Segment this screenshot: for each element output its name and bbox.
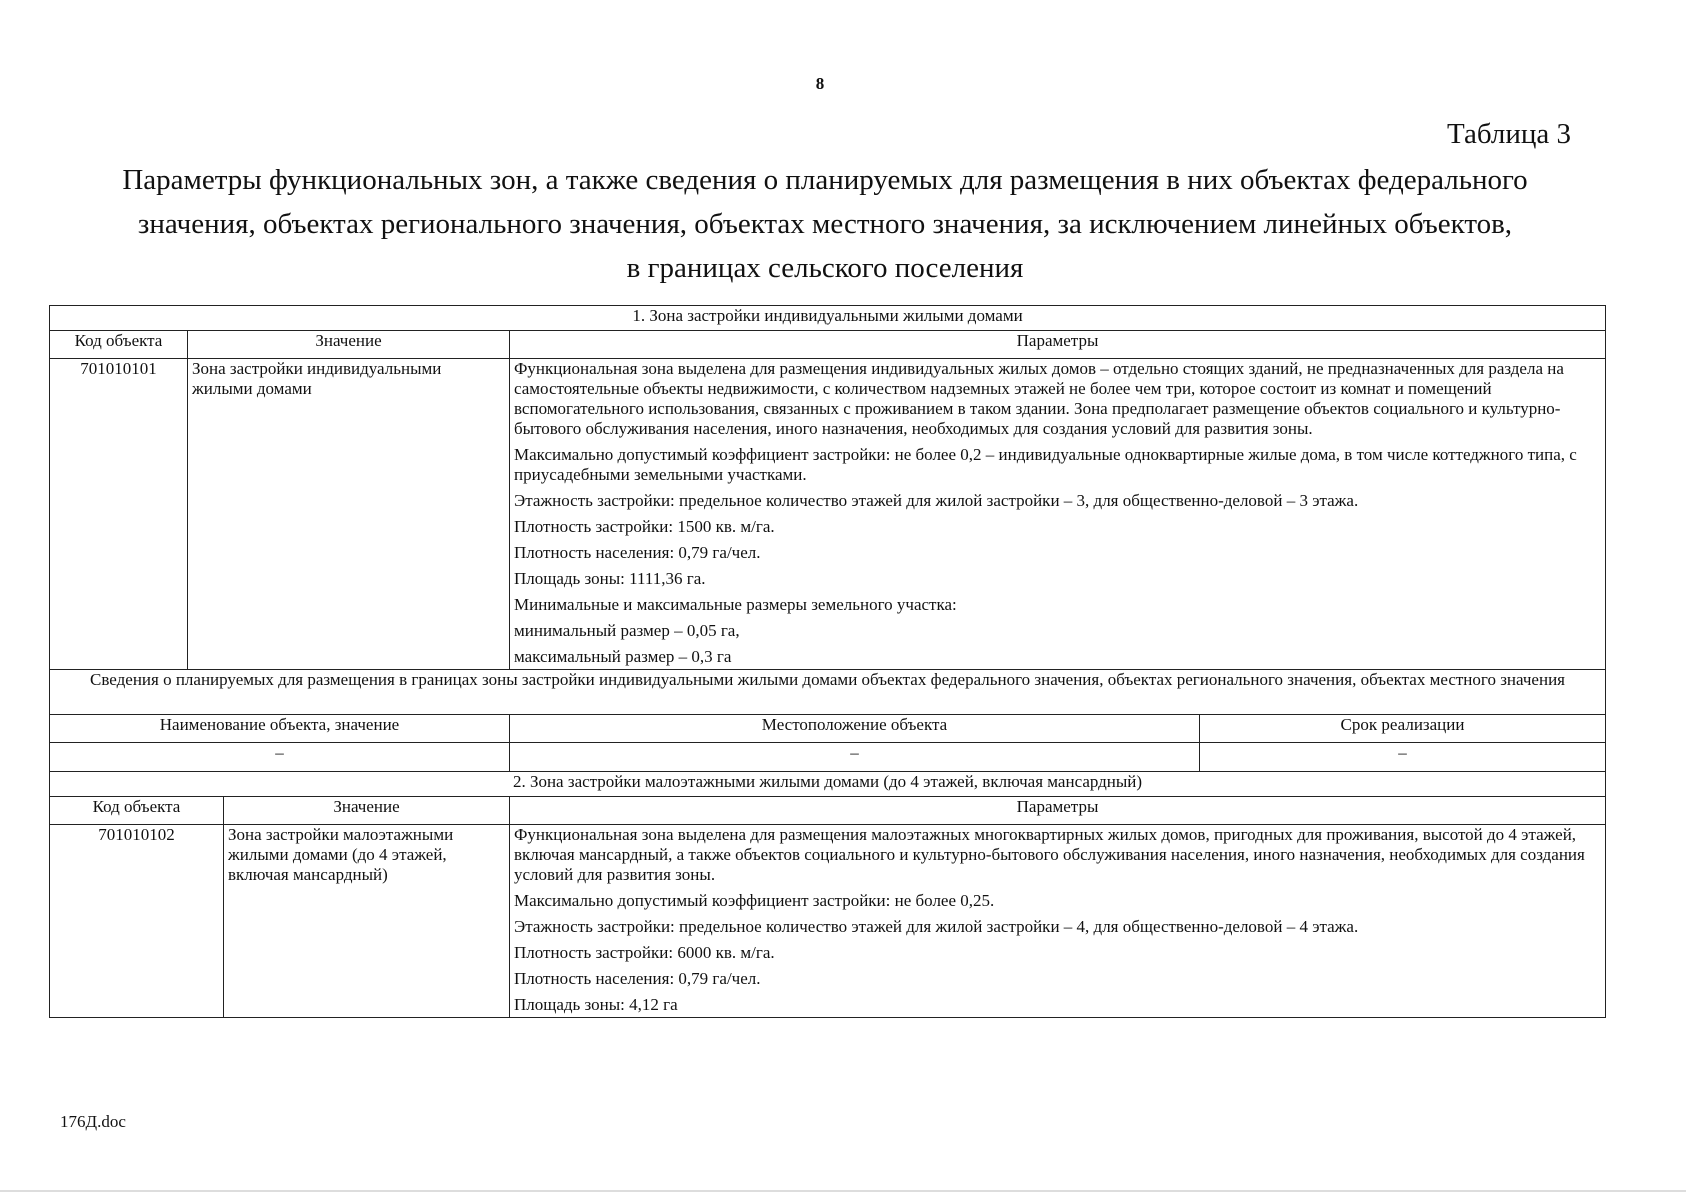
param-line: Плотность населения: 0,79 га/чел. [514,969,761,988]
param-line: минимальный размер – 0,05 га, [514,621,740,640]
zone1-title-row [50,306,1606,331]
page-number: 8 [815,74,825,93]
object-value: Зона застройки малоэтажными жилыми домами (до 4 этажей, включая мансардный) [224,825,510,1018]
object-code: 701010101 [50,359,188,670]
scan-edge [0,1190,1686,1192]
param-line: Плотность населения: 0,79 га/чел. [514,543,761,562]
param-line: Площадь зоны: 4,12 га [514,995,678,1014]
document-title [60,158,1590,290]
header-params: Параметры [510,797,1606,825]
zones-table [49,305,1606,1018]
param-line: Этажность застройки: предельное количество этажей для жилой застройки – 4, для общественно-деловой – 4 этажа. [514,917,1359,936]
zone1-objects-info: Сведения о планируемых для размещения в границах зоны застройки индивидуальными жилыми домами объектах федерального значения, объектах регионального значения, объектах местного значения [50,670,1606,715]
header-object-location: Местоположение объекта [510,715,1200,743]
zone1-data-row [50,359,1606,670]
object-value: Зона застройки индивидуальными жилыми домами [188,359,510,670]
param-line: Плотность застройки: 1500 кв. м/га. [514,517,775,536]
table-label: Таблица 3 [1446,118,1571,150]
header-object-term: Срок реализации [1200,715,1606,743]
zone2-title-row [50,772,1606,797]
objects-row [50,743,1606,772]
footer-filename: 176Д.doc [60,1112,126,1131]
param-line: максимальный размер – 0,3 га [514,647,732,666]
param-line: Максимально допустимый коэффициент застройки: не более 0,2 – индивидуальные одноквартирные жилые дома, в том числе коттеджного типа, с приусадебными земельными участками. [514,445,1577,484]
object-params [510,825,1606,1018]
param-line: Минимальные и максимальные размеры земельного участка: [514,595,957,614]
zone1-header-row [50,331,1606,359]
header-object-name: Наименование объекта, значение [50,715,510,743]
object-location-cell: – [510,743,1200,772]
header-params: Параметры [510,331,1606,359]
param-line: Площадь зоны: 1111,36 га. [514,569,706,588]
zone2-title: 2. Зона застройки малоэтажными жилыми домами (до 4 этажей, включая мансардный) [50,772,1606,797]
param-line: Максимально допустимый коэффициент застройки: не более 0,25. [514,891,995,910]
param-line: Функциональная зона выделена для размещения малоэтажных многоквартирных жилых домов, пригодных для проживания, высотой до 4 этажей, включая мансардный, а также объектов социального и культурно-бытового обслуживания населения, иного назначения, необходимых для создания условий для развития зоны. [514,825,1585,884]
object-name-cell: – [50,743,510,772]
object-term-cell: – [1200,743,1606,772]
object-params [510,359,1606,670]
object-code: 701010102 [50,825,224,1018]
param-line: Плотность застройки: 6000 кв. м/га. [514,943,775,962]
title-line: в границах сельского поселения [626,252,1024,284]
zone2-header-row [50,797,1606,825]
objects-header-row [50,715,1606,743]
title-line: значения, объектах регионального значения, объектах местного значения, за исключением линейных объектов, [137,208,1513,240]
header-code: Код объекта [50,331,188,359]
zone1-title: 1. Зона застройки индивидуальными жилыми домами [50,306,1606,331]
param-line: Функциональная зона выделена для размещения индивидуальных жилых домов – отдельно стоящих зданий, не предназначенных для раздела на самостоятельные объекты недвижимости, с количеством надземных этажей не более чем три, которое состоит из комнат и помещений вспомогательного использования, связанных с проживанием в таком здании. Зона предполагает размещение объектов социального и культурно-бытового обслуживания населения, иного назначения, необходимых для создания условий для развития зоны. [514,359,1564,438]
header-value: Значение [224,797,510,825]
zone2-data-row [50,825,1606,1018]
zone1-info-row [50,670,1606,715]
header-value: Значение [188,331,510,359]
header-code: Код объекта [50,797,224,825]
title-line: Параметры функциональных зон, а также сведения о планируемых для размещения в них объектах федерального [122,164,1528,196]
param-line: Этажность застройки: предельное количество этажей для жилой застройки – 3, для общественно-деловой – 3 этажа. [514,491,1359,510]
